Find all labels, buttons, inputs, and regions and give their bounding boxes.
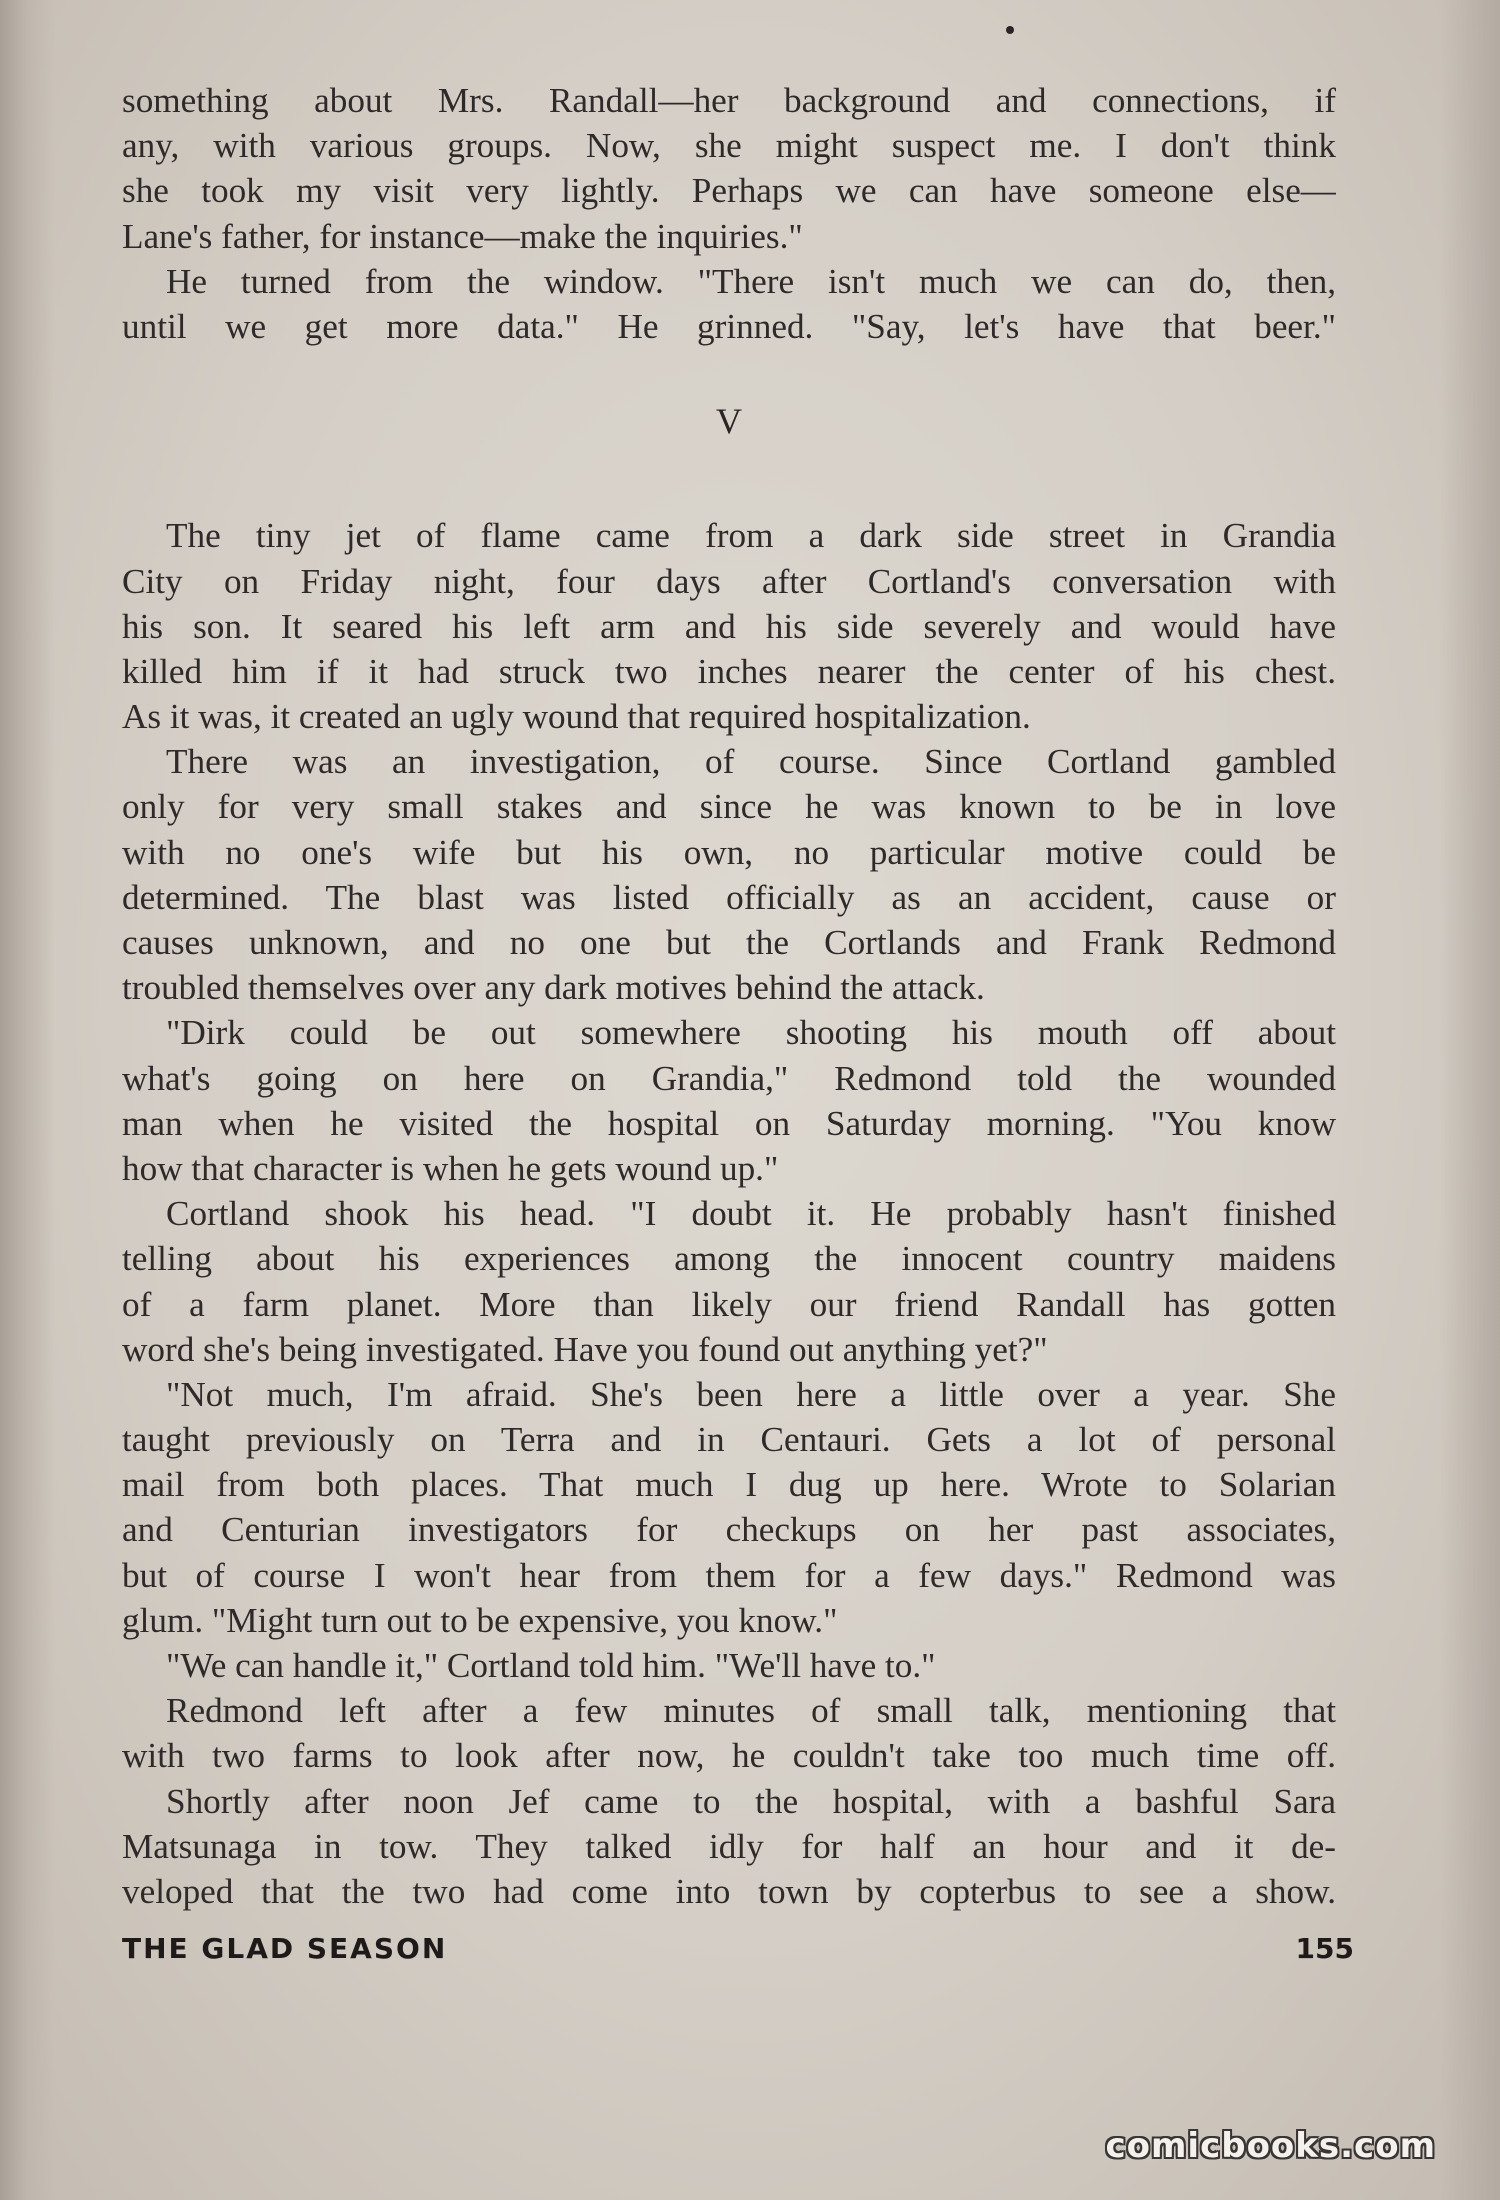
text-line: killed him if it had struck two inches nearer the center of his chest. (122, 651, 1336, 691)
body-text (122, 78, 1336, 1914)
running-title: THE GLAD SEASON (122, 1932, 448, 1965)
text-line: his son. It seared his left arm and his side severely and would have (122, 606, 1336, 646)
text-line: and Centurian investigators for checkups on her past associates, (122, 1510, 1336, 1550)
ink-speck (1006, 26, 1014, 34)
text-line: City on Friday night, four days after Cortland's conversation with (122, 561, 1336, 601)
text-line: taught previously on Terra and in Centauri. Gets a lot of personal (122, 1420, 1336, 1460)
watermark-logo: comicbooks.com (1105, 2126, 1436, 2166)
text-line: causes unknown, and no one but the Cortlands and Frank Redmond (122, 923, 1336, 962)
text-line: determined. The blast was listed officially as an accident, cause or (122, 877, 1336, 917)
text-line: As it was, it created an ugly wound that required hospitalization. (122, 697, 1031, 737)
text-line: veloped that the two had come into town by copterbus to see a show. (122, 1871, 1336, 1911)
text-line: with no one's wife but his own, no particular motive could be (122, 832, 1336, 872)
text-line: mail from both places. That much I dug up here. Wrote to Solarian (122, 1465, 1336, 1505)
text-line: but of course I won't hear from them for a few days." Redmond was (122, 1555, 1336, 1595)
text-line: telling about his experiences among the innocent country maidens (122, 1239, 1336, 1279)
text-line: with two farms to look after now, he couldn't take too much time off. (122, 1736, 1336, 1776)
page-number: 155 (1295, 1932, 1354, 1965)
text-line: "Dirk could be out somewhere shooting his mouth off about (166, 1013, 1336, 1053)
text-line: glum. "Might turn out to be expensive, you know." (122, 1600, 838, 1640)
page-right-edge-shadow (1440, 0, 1500, 2200)
text-line: what's going on here on Grandia," Redmond told the wounded (122, 1058, 1336, 1098)
page-footer (122, 1932, 1354, 1972)
text-line: "We can handle it," Cortland told him. "We'll have to." (166, 1646, 936, 1685)
text-line: Matsunaga in tow. They talked idly for half an hour and it de- (122, 1826, 1336, 1866)
text-line: man when he visited the hospital on Saturday morning. "You know (122, 1103, 1336, 1143)
text-line: Cortland shook his head. "I doubt it. He probably hasn't finished (166, 1194, 1336, 1234)
text-line: Shortly after noon Jef came to the hospital, with a bashful Sara (166, 1781, 1336, 1821)
text-line: "Not much, I'm afraid. She's been here a little over a year. She (166, 1374, 1336, 1414)
text-line: The tiny jet of flame came from a dark side street in Grandia (166, 516, 1336, 556)
text-line: He turned from the window. "There isn't much we can do, then, (166, 261, 1336, 301)
chapter-heading: V (716, 401, 742, 442)
text-line: something about Mrs. Randall—her background and connections, if (122, 81, 1336, 120)
text-line: only for very small stakes and since he was known to be in love (122, 787, 1336, 827)
text-line: There was an investigation, of course. Since Cortland gambled (166, 742, 1336, 782)
text-line: Redmond left after a few minutes of small talk, mentioning that (166, 1691, 1336, 1731)
page-left-edge-shadow (0, 0, 55, 2200)
text-line: word she's being investigated. Have you found out anything yet?" (122, 1329, 1048, 1369)
text-line: any, with various groups. Now, she might suspect me. I don't think (122, 126, 1336, 166)
text-line: how that character is when he gets wound up." (122, 1148, 779, 1188)
text-line: she took my visit very lightly. Perhaps we can have someone else— (122, 171, 1336, 211)
text-line: of a farm planet. More than likely our friend Randall has gotten (122, 1284, 1336, 1324)
text-line: troubled themselves over any dark motives behind the attack. (122, 968, 985, 1008)
text-line: Lane's father, for instance—make the inquiries." (122, 216, 803, 256)
text-line: until we get more data." He grinned. "Say, let's have that beer." (122, 306, 1336, 346)
